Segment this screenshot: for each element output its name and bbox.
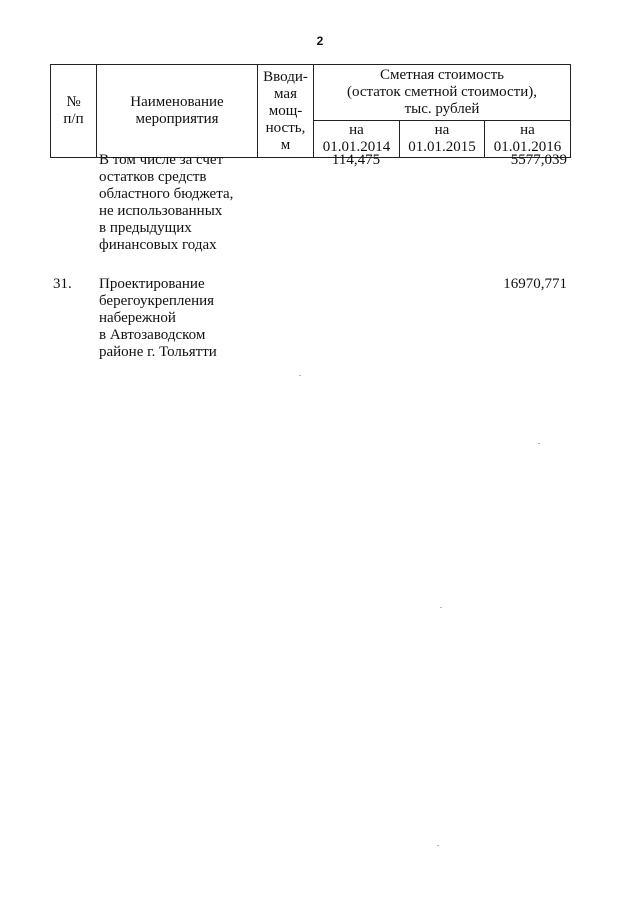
header-number-cell (51, 65, 97, 158)
row-name-line: районе г. Тольятти (99, 344, 217, 360)
row-name (96, 276, 257, 361)
row-name-line: берегоукрепления (99, 293, 215, 309)
scan-speck (437, 845, 439, 846)
row-value-2016: 5577,039 (510, 152, 567, 168)
header-capacity-line: мая (274, 85, 297, 102)
row-value-2014: 114,475 (331, 152, 381, 168)
row-capacity (257, 276, 313, 361)
header-name-cell (97, 65, 258, 158)
row-capacity (257, 152, 313, 254)
header-capacity-line: мощ- (268, 102, 303, 119)
row-name-line: в предыдущих (99, 220, 192, 236)
table-body (50, 152, 570, 361)
row-number (50, 152, 96, 254)
row-name-line: Проектирование (99, 276, 205, 292)
scan-speck (538, 443, 540, 444)
row-spacer (50, 254, 570, 276)
header-cost-line: (остаток сметной стоимости), (347, 84, 537, 100)
row-name-line: остатков средств (99, 169, 207, 185)
row-name-line: В том числе за счет (99, 152, 224, 168)
row-value-2014 (313, 276, 399, 361)
header-date-prefix: на (434, 122, 450, 138)
row-value-2015 (399, 152, 484, 254)
row-name-line: финансовых годах (99, 237, 217, 253)
row-name-line: в Автозаводском (99, 327, 206, 343)
header-capacity-line: м (280, 136, 291, 153)
header-date-value: 01.01.2016 (493, 139, 562, 155)
header-date-prefix: на (349, 122, 364, 138)
row-value-2016: 16970,771 (503, 276, 567, 292)
table-header (50, 64, 571, 158)
table-row (50, 152, 570, 254)
header-name-line: мероприятия (135, 111, 219, 127)
header-capacity-line: Вводи- (263, 68, 308, 85)
table-row (50, 276, 570, 361)
header-capacity-cell (258, 65, 314, 158)
row-name-line: набережной (99, 310, 176, 326)
header-number-line: п/п (63, 111, 84, 127)
header-capacity-line: ность, (265, 119, 306, 136)
scan-speck (299, 375, 301, 376)
header-date-value: 01.01.2015 (408, 139, 476, 155)
scan-speck (440, 607, 442, 608)
header-date-prefix: на (520, 122, 535, 138)
row-name (96, 152, 257, 254)
header-cost-group-cell (314, 65, 571, 121)
page-number: 2 (316, 34, 324, 48)
header-name-line: Наименование (130, 94, 224, 110)
header-cost-line: Сметная стоимость (379, 67, 504, 83)
header-number-line: № (66, 94, 81, 110)
row-name-line: областного бюджета, (99, 186, 234, 202)
row-value-2015 (399, 276, 484, 361)
header-date-value: 01.01.2014 (322, 139, 391, 155)
row-number: 31. (53, 276, 72, 292)
header-cost-line: тыс. рублей (404, 101, 480, 117)
row-name-line: не использованных (99, 203, 223, 219)
